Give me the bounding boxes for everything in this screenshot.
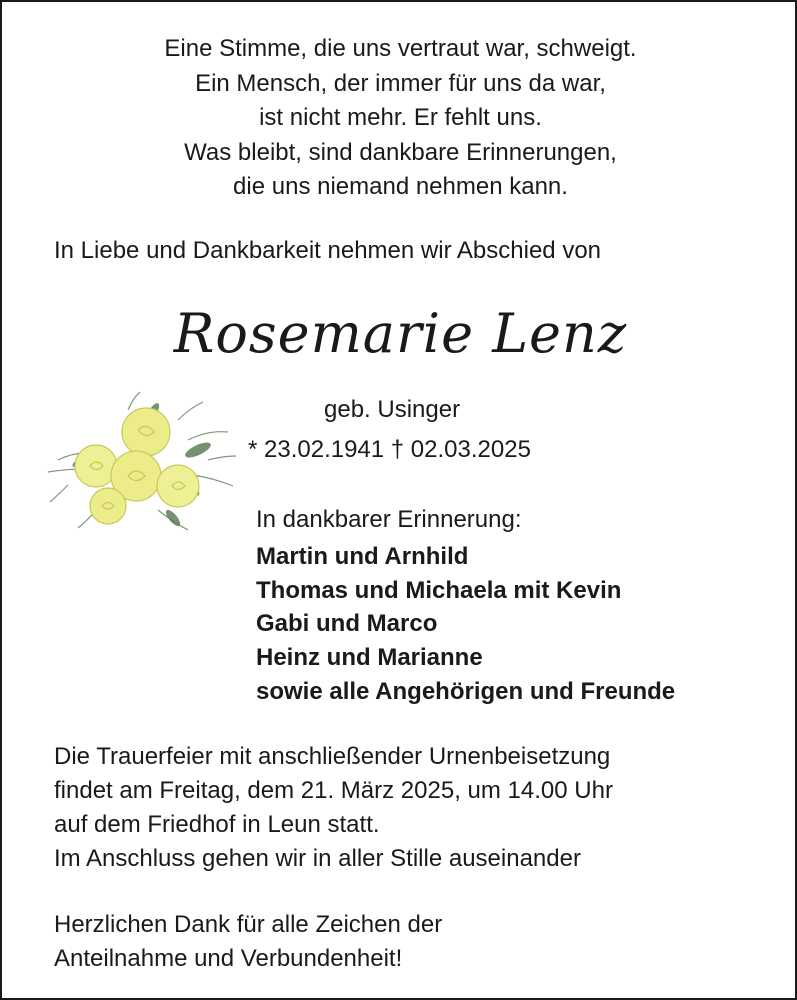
mourner-name: sowie alle Angehörigen und Freunde (256, 677, 676, 705)
funeral-line: findet am Freitag, dem 21. März 2025, um 14.00 Uhr (54, 777, 613, 804)
mourner-name: Heinz und Marianne (256, 644, 483, 672)
funeral-line: auf dem Friedhof in Leun statt. (54, 811, 380, 838)
life-dates: * 23.02.1941 † 02.03.2025 (248, 436, 531, 463)
farewell-intro: In Liebe und Dankbarkeit nehmen wir Abschied von (54, 237, 602, 264)
thanks-line: Herzlichen Dank für alle Zeichen der (54, 911, 443, 938)
birth-name: geb. Usinger (324, 396, 461, 423)
mourner-name: Thomas und Michaela mit Kevin (256, 576, 622, 604)
poem-line: ist nicht mehr. Er fehlt uns. (259, 104, 542, 131)
deceased-name: Rosemarie Lenz (173, 302, 628, 365)
poem-line: Eine Stimme, die uns vertraut war, schweigt. (164, 35, 637, 62)
funeral-line: Die Trauerfeier mit anschließender Urnenbeisetzung (54, 743, 611, 770)
mourner-name: Gabi und Marco (256, 610, 438, 638)
poem-line: Was bleibt, sind dankbare Erinnerungen, (184, 138, 617, 166)
roses-illustration (38, 390, 238, 535)
thanks-line: Anteilnahme und Verbundenheit! (54, 945, 403, 972)
yellow-roses-image (38, 390, 238, 535)
mourner-name: Martin und Arnhild (256, 543, 469, 570)
poem-line: die uns niemand nehmen kann. (233, 173, 568, 200)
memory-label: In dankbarer Erinnerung: (256, 506, 522, 533)
thanks-note (54, 908, 442, 976)
mourners-list (256, 540, 675, 709)
funeral-line: Im Anschluss gehen wir in aller Stille auseinander (54, 845, 581, 872)
funeral-info (54, 740, 613, 876)
poem-line: Ein Mensch, der immer für uns da war, (195, 69, 606, 97)
poem (2, 32, 797, 205)
